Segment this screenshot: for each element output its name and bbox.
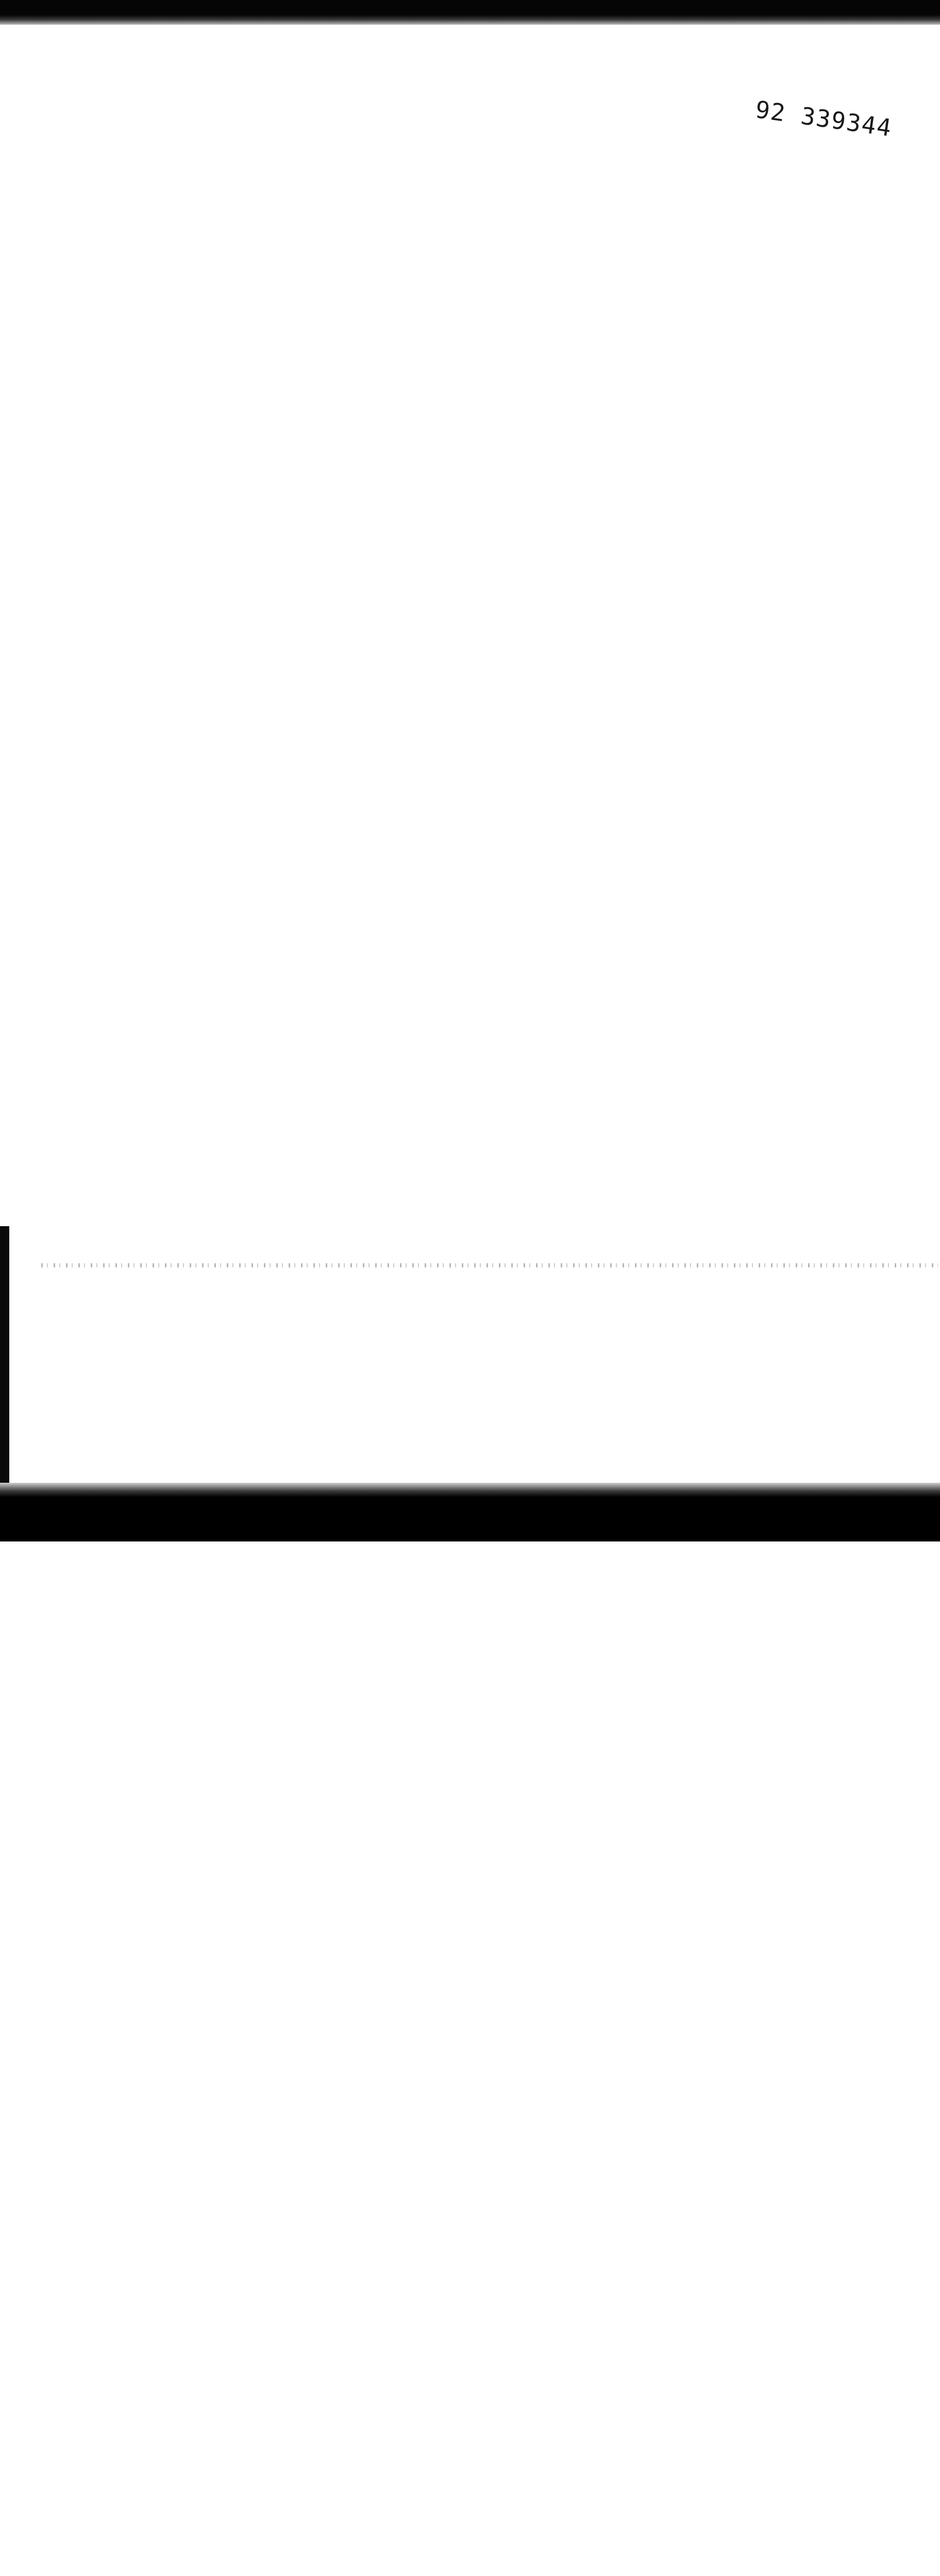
scan-bottom-border — [0, 1483, 940, 1541]
scan-top-border — [0, 0, 940, 25]
scan-bottom-black — [0, 1503, 940, 1541]
scan-noise-row — [41, 1263, 938, 1267]
scan-left-edge — [0, 1226, 9, 1484]
document-stamp-number: 92 339344 — [753, 95, 894, 142]
scan-bottom-band — [0, 1483, 940, 1503]
